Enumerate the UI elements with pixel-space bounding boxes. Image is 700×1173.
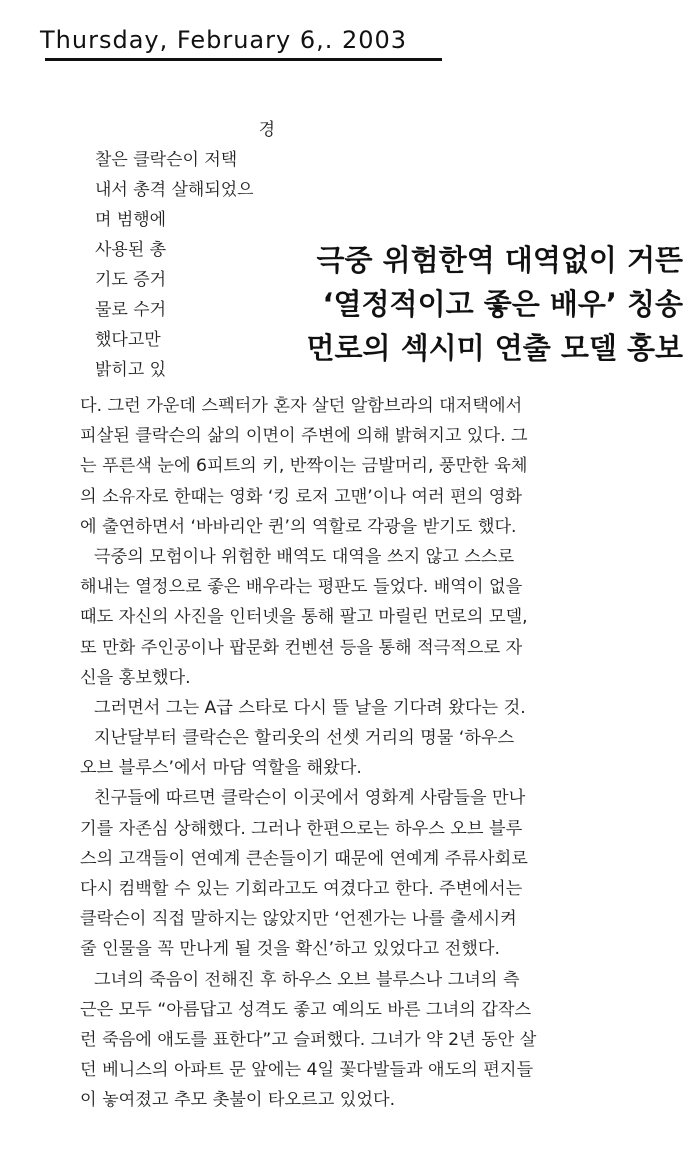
body-line: 다. 그런 가운데 스펙터가 혼자 살던 알함브라의 대저택에서 — [80, 396, 523, 416]
article-body — [80, 391, 680, 1116]
body-line: 그녀의 죽음이 전해진 후 하우스 오브 블루스나 그녀의 측 — [94, 969, 520, 990]
body-line: 이 놓여졌고 추모 촛불이 타오르고 있었다. — [80, 1090, 396, 1111]
headline-line: 극중 위험한역 대역없이 거뜬 — [316, 243, 683, 277]
body-line: 클락슨이 직접 말하지는 않았지만 ‘언젠가는 나를 출세시켜 — [80, 909, 517, 930]
body-line: 는 푸른색 눈에 6피트의 키, 반짝이는 금발머리, 풍만한 육체 — [80, 456, 528, 477]
body-line: 그러면서 그는 A급 스타로 다시 뜰 날을 기다려 왔다는 것. — [94, 697, 526, 718]
body-line: 기를 자존심 상해했다. 그러나 한편으로는 하우스 오브 블루 — [80, 818, 523, 839]
body-line: 때도 자신의 사진을 인터넷을 통해 팔고 마릴린 먼로의 모델, — [80, 607, 528, 628]
body-line: 근은 모두 “아름답고 성격도 좋고 예의도 바른 그녀의 갑작스 — [80, 999, 532, 1020]
lead-line: 했다고만 — [95, 330, 161, 350]
body-line: 오브 블루스’에서 마담 역할을 해왔다. — [80, 758, 362, 779]
body-line: 또 만화 주인공이나 팝문화 컨벤션 등을 통해 적극적으로 자 — [80, 637, 523, 658]
dateline: Thursday, February 6,. 2003 — [40, 26, 408, 54]
body-line: 줄 인물을 꼭 만나게 될 것을 확신’하고 있었다고 전했다. — [80, 939, 500, 960]
lead-line: 밝히고 있 — [95, 360, 167, 380]
body-line: 에 출연하면서 ‘바바리안 퀸’의 역할로 각광을 받기도 했다. — [80, 516, 517, 537]
body-line: 신을 홍보했다. — [80, 667, 191, 688]
body-line: 지난달부터 클락슨은 할리웃의 선셋 거리의 명물 ‘하우스 — [94, 728, 515, 749]
body-line: 다시 컴백할 수 있는 기회라고도 여겼다고 한다. 주변에서는 — [80, 879, 523, 899]
body-line: 의 소유자로 한때는 영화 ‘킹 로저 고맨’이나 여러 편의 영화 — [80, 486, 522, 507]
headline-line: 먼로의 섹시미 연출 모델 홍보 — [306, 331, 683, 365]
body-line: 피살된 클락슨의 삶의 이면이 주변에 의해 밝혀지고 있다. 그 — [80, 426, 528, 447]
dateline-rule — [45, 58, 442, 61]
lead-line: 찰은 클락슨이 저택 — [95, 150, 238, 170]
lead-line: 내서 총격 살해되었으 — [95, 180, 254, 200]
body-line: 던 베니스의 아파트 문 앞에는 4일 꽃다발들과 애도의 편지들 — [80, 1060, 534, 1081]
body-line: 런 죽음에 애도를 표한다”고 슬퍼했다. 그녀가 약 2년 동안 살 — [80, 1029, 537, 1050]
body-line: 극중의 모험이나 위험한 배역도 대역을 쓰지 않고 스스로 — [94, 546, 515, 567]
body-line: 친구들에 따르면 클락슨이 이곳에서 영화계 사람들을 만나 — [94, 788, 526, 809]
headline — [213, 238, 683, 370]
lead-line: 물로 수거 — [95, 300, 167, 320]
lead-line: 사용된 총 — [95, 240, 167, 260]
lead-line: 경 — [258, 120, 275, 140]
body-line: 해내는 열정으로 좋은 배우라는 평판도 들었다. 배역이 없을 — [80, 577, 523, 598]
lead-line: 며 범행에 — [95, 210, 167, 230]
body-line: 스의 고객들이 연예계 큰손들이기 때문에 연예계 주류사회로 — [80, 848, 528, 869]
lead-line: 기도 증거 — [95, 270, 167, 290]
headline-line: ‘열정적이고 좋은 배우’ 칭송 — [322, 287, 683, 321]
